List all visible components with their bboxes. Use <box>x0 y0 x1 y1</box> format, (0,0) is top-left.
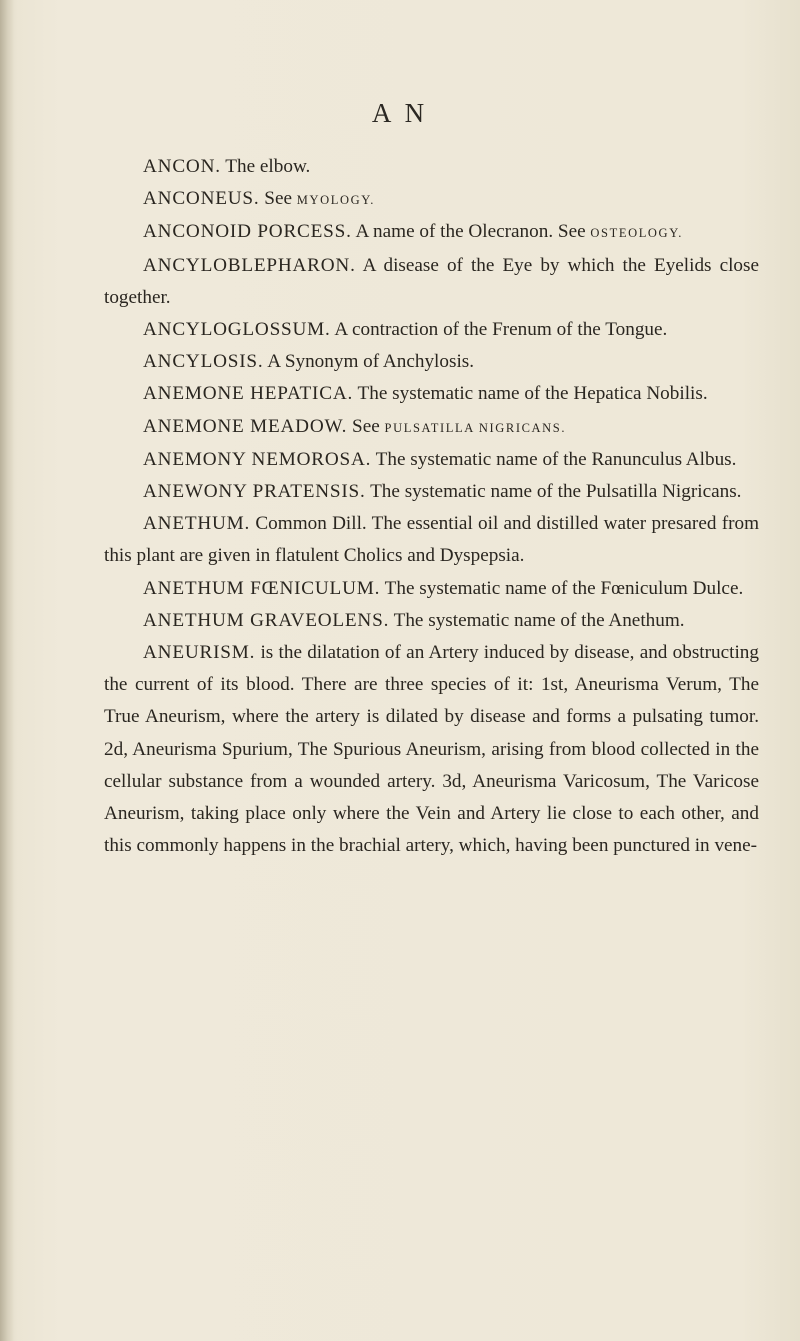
headword: ANCYLOSIS. <box>143 351 264 373</box>
entry-anemony-nemorosa <box>104 444 759 476</box>
entry-anconeus <box>104 183 759 216</box>
headword: ANETHUM FŒNICULUM. <box>143 577 381 599</box>
entry-anewony-pratensis <box>104 476 759 508</box>
entry-ancyloglossum <box>104 314 759 346</box>
definition: The elbow. <box>220 156 311 177</box>
headword: ANEMONY NEMOROSA. <box>143 448 372 470</box>
definition: A name of the Olecranon. See <box>351 221 591 243</box>
definition: A contraction of the Frenum of the Tongue. <box>330 319 668 341</box>
entry-anconoid-porcess <box>104 216 759 249</box>
headword: ANEWONY PRATENSIS. <box>143 481 366 503</box>
headword: ANCONEUS. <box>143 188 260 210</box>
definition: The systematic name of the Hepatica Nobilis. <box>353 383 708 405</box>
definition: A disease of the Eye by which the Eyelids close together. <box>104 254 759 308</box>
entry-ancon <box>104 151 759 183</box>
headword: ANCON. <box>143 156 221 177</box>
cross-reference: MYOLOGY. <box>296 193 375 208</box>
headword: ANEMONE HEPATICA. <box>143 383 354 405</box>
headword: ANEMONE MEADOW. <box>143 415 348 437</box>
entry-anethum-foeniculum <box>104 573 759 605</box>
entry-anethum <box>104 508 759 572</box>
running-head: A N <box>371 98 429 128</box>
entry-anemone-hepatica <box>104 378 759 410</box>
entry-anemone-meadow <box>104 411 759 444</box>
page-gutter-shadow <box>0 0 14 1341</box>
cross-reference: PULSATILLA NIGRICANS. <box>384 420 567 435</box>
entry-anethum-graveolens <box>104 605 759 637</box>
definition: See <box>347 415 385 437</box>
headword: ANETHUM GRAVEOLENS. <box>143 609 390 631</box>
definition: The systematic name of the Ranunculus Albus. <box>371 448 737 470</box>
definition: The systematic name of the Pulsatilla Nigricans. <box>365 481 742 503</box>
entry-ancyloblepharon <box>104 250 759 314</box>
cross-reference: OSTEOLOGY. <box>590 226 683 241</box>
headword: ANEURISM. <box>143 642 256 664</box>
headword: ANCYLOBLEPHARON. <box>143 254 356 276</box>
definition: See <box>259 188 297 210</box>
definition: A Synonym of Anchylosis. <box>263 351 475 373</box>
definition: is the dilatation of an Artery induced by disease, and obstructing the current of its blood. There are three species of it: 1st, Aneurisma Verum, The True Aneurism, where the artery is dilated by disease and forms a pulsating tumor. 2d, Aneurisma Spurium, The Spurious Aneurism, arising from blood collected in the cellular substance from a wounded artery. 3d, Aneurisma Varicosum, The Varicose Aneurism, taking place only where the Vein and Artery lie close to each other, and this commonly happens in the brachial artery, which, having been punctured in vene- <box>104 642 759 857</box>
definition: The systematic name of the Anethum. <box>389 609 685 631</box>
entry-aneurism <box>104 637 759 862</box>
headword: ANCONOID PORCESS. <box>143 221 352 243</box>
dictionary-entries <box>104 151 759 862</box>
definition: The systematic name of the Fœniculum Dulce. <box>380 577 744 599</box>
headword: ANETHUM. <box>143 513 251 535</box>
definition: Common Dill. The essential oil and distilled water presared from this plant are given in flatulent Cholics and Dyspepsia. <box>104 513 759 567</box>
entry-ancylosis <box>104 346 759 378</box>
headword: ANCYLOGLOSSUM. <box>143 319 331 341</box>
